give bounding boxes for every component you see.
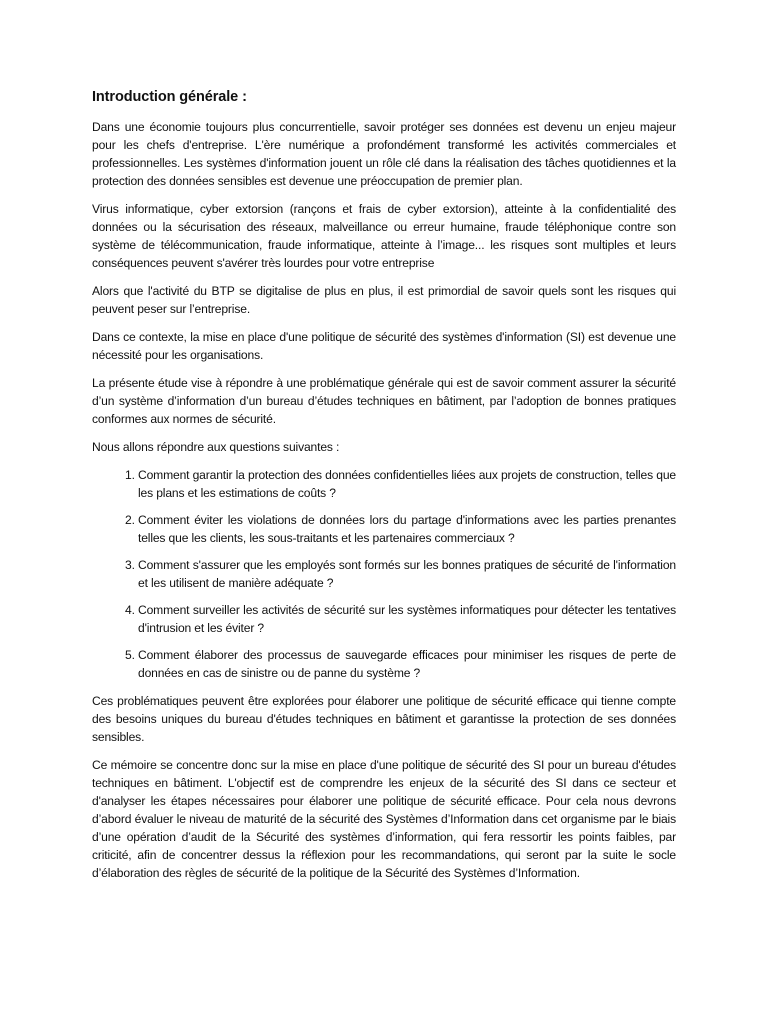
paragraph-problematics: Ces problématiques peuvent être explorées pour élaborer une politique de sécurité efficace qui tienne compte des besoins uniques du bureau d'études techniques en bâtiment et garantisse la protection de ses données sensibles. bbox=[92, 694, 676, 744]
paragraph-thesis-focus: Ce mémoire se concentre donc sur la mise en place d'une politique de sécurité des SI pour un bureau d'études techniques en bâtiment. L'objectif est de comprendre les enjeux de la sécurité des SI dans ce secteur et d'analyser les étapes nécessaires pour élaborer une politique de sécurité efficace. Pour cela nous devrons d’abord évaluer le niveau de maturité de la sécurité des Systèmes d’Information dans cet organisme par le biais d’une opération d’audit de la Sécurité des systèmes d’information, qui fera ressortir les points faibles, par criticité, afin de concentrer dessus la réflexion pour les recommandations, qui seront par la suite le socle d’élaboration des règles de sécurité de la politique de la Sécurité des Systèmes d’Information. bbox=[92, 758, 676, 880]
paragraph-btp: Alors que l'activité du BTP se digitalise de plus en plus, il est primordial de savoir quels sont les risques qui peuvent peser sur l’entreprise. bbox=[92, 284, 676, 316]
paragraph-risks: Virus informatique, cyber extorsion (rançons et frais de cyber extorsion), atteinte à la confidentialité des données ou la sécurisation des réseaux, malveillance ou erreur humaine, fraude téléphonique contre son système de télécommunication, fraude informatique, atteinte à l’image... les risques sont multiples et leurs conséquences peuvent s'avérer très lourdes pour votre entreprise bbox=[92, 202, 676, 270]
question-item: 2. Comment éviter les violations de données lors du partage d'informations avec les parties prenantes telles que les clients, les sous-traitants et les partenaires commerciaux ? bbox=[138, 511, 676, 547]
section-heading: Introduction générale : bbox=[92, 89, 247, 105]
paragraph-context: Dans ce contexte, la mise en place d'une politique de sécurité des systèmes d'information (SI) est devenue une nécessité pour les organisations. bbox=[92, 330, 676, 362]
question-item: 4. Comment surveiller les activités de sécurité sur les systèmes informatiques pour détecter les tentatives d'intrusion et les éviter ? bbox=[138, 601, 676, 637]
document-page bbox=[92, 88, 676, 892]
paragraph-problem-statement: La présente étude vise à répondre à une problématique générale qui est de savoir comment assurer la sécurité d’un système d’information d’un bureau d’études techniques en bâtiment, par l’adoption de bonnes pratiques conformes aux normes de sécurité. bbox=[92, 376, 676, 426]
paragraph-intro: Dans une économie toujours plus concurrentielle, savoir protéger ses données est devenu un enjeu majeur pour les chefs d'entreprise. L'ère numérique a profondément transformé les activités commerciales et professionnelles. Les systèmes d'information jouent un rôle clé dans la réalisation des tâches quotidiennes et la protection des données sensibles est devenue une préoccupation de premier plan. bbox=[92, 120, 676, 188]
question-item: 1. Comment garantir la protection des données confidentielles liées aux projets de construction, telles que les plans et les estimations de coûts ? bbox=[138, 466, 676, 502]
paragraph-questions-intro: Nous allons répondre aux questions suivantes : bbox=[92, 440, 340, 454]
question-item: 3. Comment s'assurer que les employés sont formés sur les bonnes pratiques de sécurité de l'information et les utilisent de manière adéquate ? bbox=[138, 556, 676, 592]
questions-list bbox=[92, 466, 676, 682]
question-item: 5. Comment élaborer des processus de sauvegarde efficaces pour minimiser les risques de perte de données en cas de sinistre ou de panne du système ? bbox=[138, 646, 676, 682]
